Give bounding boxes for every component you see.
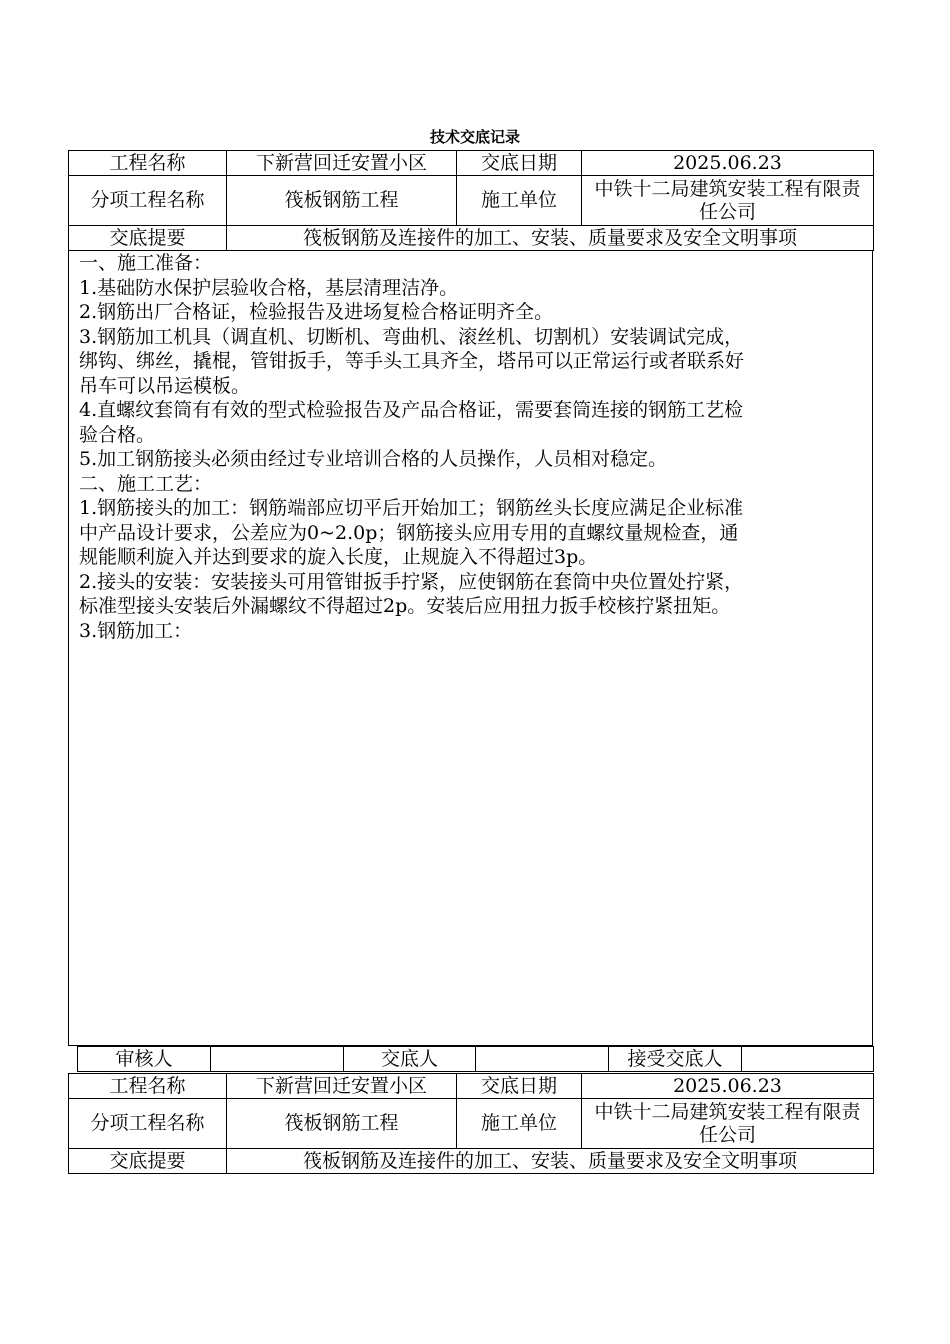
content-line: 5.加工钢筋接头必须由经过专业培训合格的人员操作，人员相对稳定。 xyxy=(79,448,668,470)
content-line: 1.钢筋接头的加工：钢筋端部应切平后开始加工；钢筋丝头长度应满足企业标准 xyxy=(79,497,744,519)
presenter-label: 交底人 xyxy=(344,1047,476,1072)
summary-value: 筏板钢筋及连接件的加工、安装、质量要求及安全文明事项 xyxy=(227,226,874,251)
content-body xyxy=(68,251,873,1046)
document-title: 技术交底记录 xyxy=(429,128,520,146)
project-name-value: 下新营回迁安置小区 xyxy=(227,1074,457,1099)
content-line: 3.钢筋加工： xyxy=(79,619,193,642)
date-label: 交底日期 xyxy=(457,151,582,176)
receiver-label: 接受交底人 xyxy=(609,1047,742,1072)
unit-label: 施工单位 xyxy=(457,176,582,226)
receiver-field[interactable] xyxy=(742,1047,874,1072)
content-line: 规能顺利旋入并达到要求的旋入长度，止规旋入不得超过3p。 xyxy=(79,546,598,568)
date-label: 交底日期 xyxy=(457,1074,582,1099)
project-name-label: 工程名称 xyxy=(69,1074,227,1099)
date-value: 2025.06.23 xyxy=(582,151,874,176)
project-name-value: 下新营回迁安置小区 xyxy=(227,151,457,176)
content-line: 验合格。 xyxy=(79,423,156,446)
unit-label: 施工单位 xyxy=(457,1099,582,1149)
reviewer-field[interactable] xyxy=(211,1047,344,1072)
unit-value: 中铁十二局建筑安装工程有限责任公司 xyxy=(582,1099,874,1149)
header-table-repeat xyxy=(68,1073,874,1174)
content-line: 二、施工工艺： xyxy=(79,472,213,495)
date-value: 2025.06.23 xyxy=(582,1074,874,1099)
sub-project-label: 分项工程名称 xyxy=(69,1099,227,1149)
content-line: 4.直螺纹套筒有有效的型式检验报告及产品合格证，需要套筒连接的钢筋工艺检 xyxy=(79,399,744,421)
content-line: 1.基础防水保护层验收合格，基层清理洁净。 xyxy=(79,276,459,299)
sub-project-value: 筏板钢筋工程 xyxy=(227,1099,457,1149)
content-line: 3.钢筋加工机具（调直机、切断机、弯曲机、滚丝机、切割机）安装调试完成， xyxy=(79,325,744,348)
project-name-label: 工程名称 xyxy=(69,151,227,176)
signature-table xyxy=(77,1046,874,1072)
content-line: 一、施工准备： xyxy=(79,252,213,274)
content-line: 2.钢筋出厂合格证，检验报告及进场复检合格证明齐全。 xyxy=(79,301,554,323)
summary-label: 交底提要 xyxy=(69,1149,227,1174)
header-table xyxy=(68,150,874,251)
content-line: 标准型接头安装后外漏螺纹不得超过2p。安装后应用扭力扳手校核拧紧扭矩。 xyxy=(79,595,731,617)
reviewer-label: 审核人 xyxy=(78,1047,211,1072)
summary-value: 筏板钢筋及连接件的加工、安装、质量要求及安全文明事项 xyxy=(227,1149,874,1174)
unit-value: 中铁十二局建筑安装工程有限责任公司 xyxy=(582,176,874,226)
presenter-field[interactable] xyxy=(476,1047,609,1072)
sub-project-value: 筏板钢筋工程 xyxy=(227,176,457,226)
content-line: 中产品设计要求，公差应为0~2.0p；钢筋接头应用专用的直螺纹量规检查，通 xyxy=(79,521,739,544)
sub-project-label: 分项工程名称 xyxy=(69,176,227,226)
summary-label: 交底提要 xyxy=(69,226,227,251)
content-line: 吊车可以吊运模板。 xyxy=(79,374,251,397)
content-line: 绑钩、绑丝，撬棍，管钳扳手，等手头工具齐全，塔吊可以正常运行或者联系好 xyxy=(79,350,745,372)
content-line: 2.接头的安装：安装接头可用管钳扳手拧紧，应使钢筋在套筒中央位置处拧紧， xyxy=(79,570,744,593)
